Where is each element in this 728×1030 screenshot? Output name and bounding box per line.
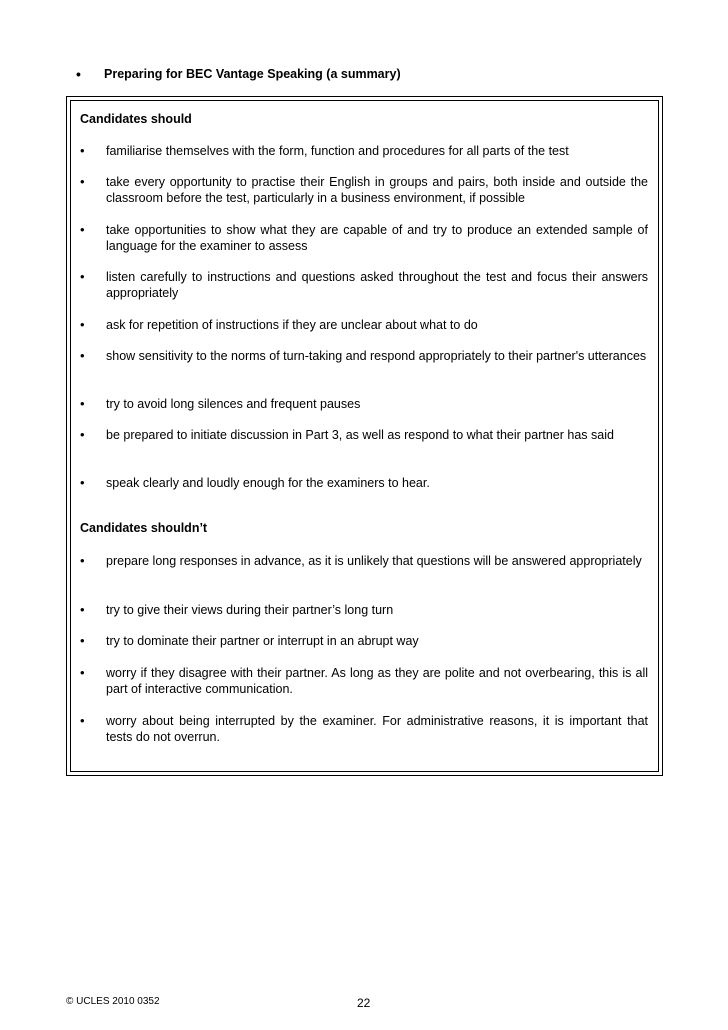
bullet-icon: • [80, 174, 85, 189]
should-item-text: ask for repetition of instructions if they are unclear about what to do [106, 318, 478, 332]
should-item [80, 475, 648, 491]
should-item [80, 174, 648, 206]
should-item-text: take every opportunity to practise their English in groups and pairs, both inside and outside the classroom before the test, particularly in a business environment, if possible [106, 175, 648, 205]
bullet-icon: • [80, 553, 85, 568]
shouldnt-item [80, 602, 648, 618]
shouldnt-item [80, 553, 648, 569]
heading-text: Preparing for BEC Vantage Speaking (a summary) [104, 67, 401, 81]
shouldnt-item-text: worry if they disagree with their partner. As long as they are polite and not overbearing, this is all part of interactive communication. [106, 666, 648, 696]
shouldnt-item-text: try to give their views during their partner’s long turn [106, 603, 394, 617]
bullet-icon: • [80, 665, 85, 680]
bullet-icon: • [80, 396, 85, 411]
shouldnt-item-text: try to dominate their partner or interrupt in an abrupt way [106, 634, 419, 648]
bullet-icon: • [80, 475, 85, 490]
bullet-icon: • [80, 348, 85, 363]
should-item-text: be prepared to initiate discussion in Part 3, as well as respond to what their partner has said [106, 428, 614, 442]
should-item [80, 427, 648, 443]
should-item [80, 143, 648, 159]
should-item [80, 317, 648, 333]
should-item-text: take opportunities to show what they are capable of and try to produce an extended sample of language for the examiner to assess [106, 223, 648, 253]
should-section-title: Candidates should [80, 112, 192, 126]
bullet-icon: • [80, 633, 85, 648]
should-item-text: listen carefully to instructions and questions asked throughout the test and focus their answers appropriately [106, 270, 648, 300]
heading-bullet: • [76, 66, 81, 82]
bullet-icon: • [80, 269, 85, 284]
footer-copyright: © UCLES 2010 0352 [66, 996, 160, 1007]
should-item-text: speak clearly and loudly enough for the examiners to hear. [106, 476, 430, 490]
shouldnt-item-text: worry about being interrupted by the examiner. For administrative reasons, it is important that tests do not overrun. [106, 714, 648, 744]
footer-page-number: 22 [357, 996, 371, 1010]
shouldnt-item [80, 633, 648, 649]
bullet-icon: • [80, 602, 85, 617]
bullet-icon: • [80, 713, 85, 728]
should-item [80, 396, 648, 412]
shouldnt-item [80, 713, 648, 745]
should-item [80, 348, 648, 364]
shouldnt-item [80, 665, 648, 697]
bullet-icon: • [80, 427, 85, 442]
shouldnt-item-text: prepare long responses in advance, as it is unlikely that questions will be answered appropriately [106, 554, 642, 568]
bullet-icon: • [80, 222, 85, 237]
bullet-icon: • [80, 143, 85, 158]
page-heading [76, 66, 401, 82]
should-item [80, 269, 648, 301]
should-item-text: try to avoid long silences and frequent pauses [106, 397, 361, 411]
shouldnt-section-title: Candidates shouldn’t [80, 521, 208, 535]
should-item-text: familiarise themselves with the form, function and procedures for all parts of the test [106, 144, 569, 158]
bullet-icon: • [80, 317, 85, 332]
should-item [80, 222, 648, 254]
should-item-text: show sensitivity to the norms of turn-taking and respond appropriately to their partner's utterances [106, 349, 647, 363]
